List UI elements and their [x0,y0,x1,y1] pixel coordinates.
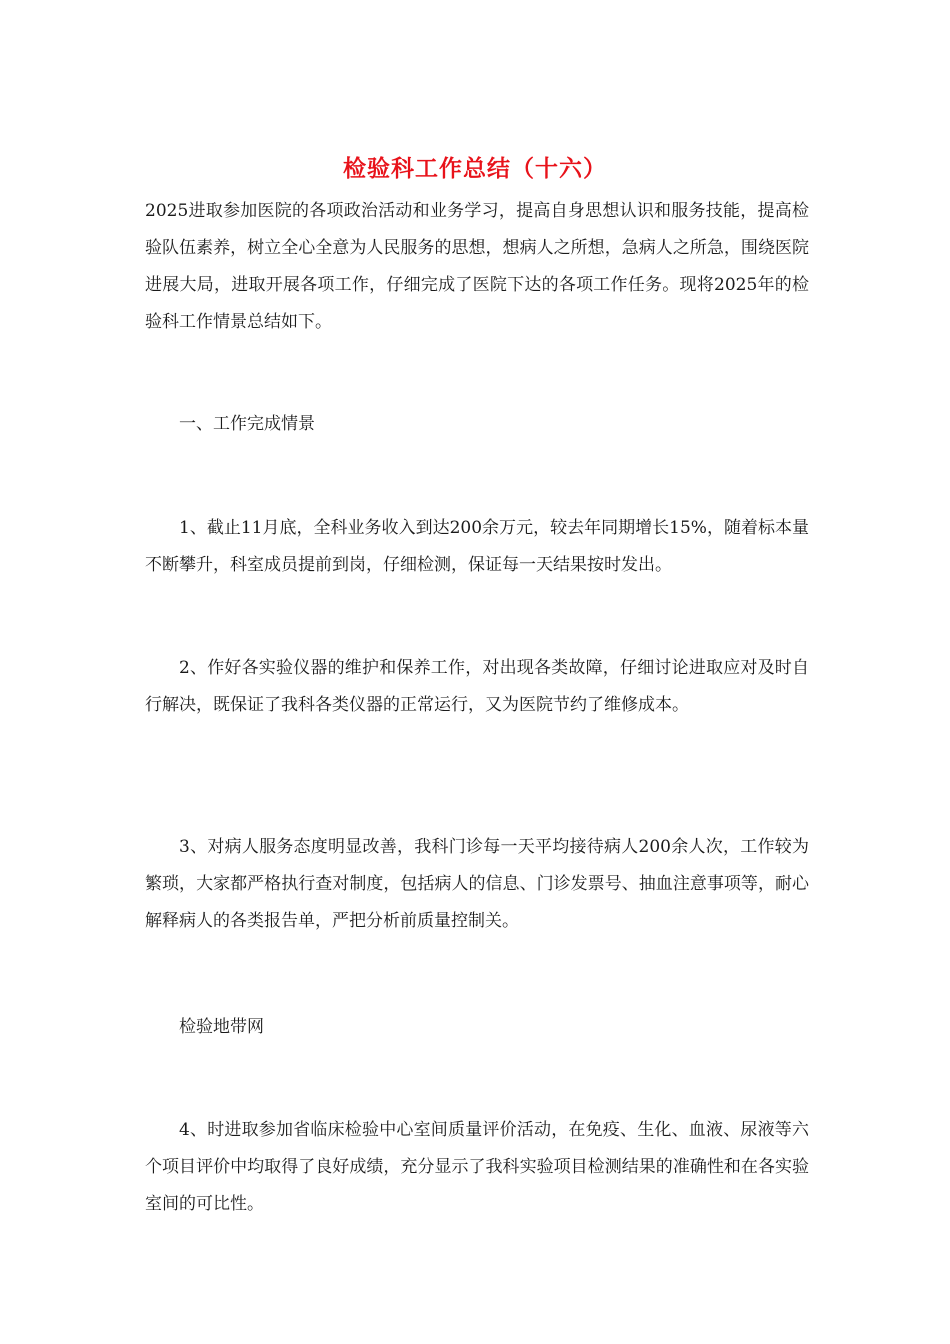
section-heading: 一、工作完成情景 [179,414,315,434]
list-item-3: 3、对病人服务态度明显改善，我科门诊每一天平均接待病人200余人次，工作较为繁琐，大家都严格执行查对制度，包括病人的信息、门诊发票号、抽血注意事项等，耐心解释病人的各类报告单，严把分析前质量控制关。 [145,837,809,931]
intro-paragraph: 2025进取参加医院的各项政治活动和业务学习，提高自身思想认识和服务技能，提高检验队伍素养，树立全心全意为人民服务的思想，想病人之所想，急病人之所急，围绕医院进展大局，进取开展各项工作，仔细完成了医院下达的各项工作任务。现将2025年的检验科工作情景总结如下。 [145,201,809,332]
list-item-1: 1、截止11月底，全科业务收入到达200余万元，较去年同期增长15%，随着标本量不断攀升，科室成员提前到岗，仔细检测，保证每一天结果按时发出。 [145,518,809,575]
list-item-2: 2、作好各实验仪器的维护和保养工作，对出现各类故障，仔细讨论进取应对及时自行解决，既保证了我科各类仪器的正常运行，又为医院节约了维修成本。 [145,658,809,715]
list-item-4: 4、时进取参加省临床检验中心室间质量评价活动，在免疫、生化、血液、尿液等六个项目评价中均取得了良好成绩，充分显示了我科实验项目检测结果的准确性和在各实验室间的可比性。 [145,1120,809,1214]
site-name-line: 检验地带网 [179,1017,264,1037]
document-title: 检验科工作总结（十六） [343,156,607,182]
